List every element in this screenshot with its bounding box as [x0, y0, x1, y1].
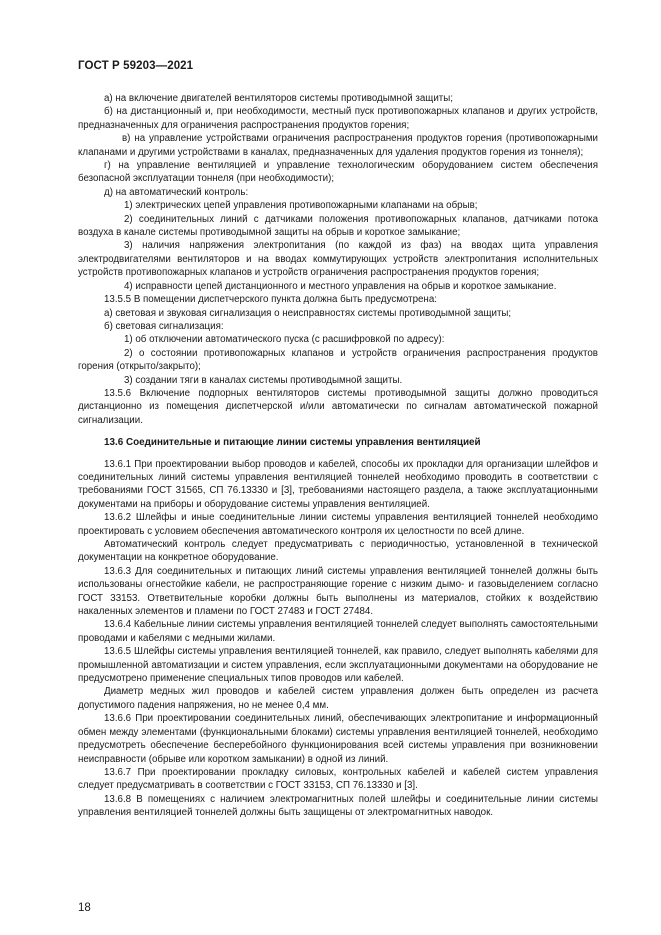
paragraph: б) световая сигнализация: [104, 320, 224, 332]
list-item: 3) наличия напряжения электропитания (по каждой из фаз) на вводах щита управления электродвигателями вентиляторов и на вводах коммутирующих устройств электропитания исполнительных устройств противопожарных клапанов и устройств ограничения распространения продуктов горения; [78, 240, 598, 279]
paragraph: 13.6.2 Шлейфы и иные соединительные линии системы управления вентиляцией тоннелей необходимо проектировать с условием обеспечения автоматического контроля их целостности по всей длине. [78, 512, 598, 537]
paragraph: 13.6.5 Шлейфы системы управления вентиляцией тоннелей, как правило, следует выполнять кабелями для промышленной автоматизации и систем управления, если эксплуатационными документами на оборудование не предусмотрено применение специальных типов проводов или кабелей. [78, 646, 598, 685]
standard-header: ГОСТ Р 59203—2021 [78, 60, 194, 72]
document-body [78, 92, 598, 820]
paragraph: в) на управление устройствами ограничения распространения продуктов горения (противопожарными клапанами и другими устройствами в каналах, предназначенных для удаления продуктов горения из тоннеля); [78, 133, 598, 158]
paragraph: 13.6.3 Для соединительных и питающих линий системы управления вентиляцией тоннелей должны быть использованы огнестойкие кабели, не распространяющие горение с низким дымо- и газовыделением согласно ГОСТ 33153. Ответвительные коробки должны быть выполнены из материалов, стойких к воздействию накаленных элементов и пламени по ГОСТ 27483 и ГОСТ 27484. [78, 565, 598, 618]
section-title: 13.6 Соединительные и питающие линии системы управления вентиляцией [104, 437, 481, 449]
list-item: 4) исправности цепей дистанционного и местного управления на обрыв и короткое замыкание. [124, 280, 557, 292]
paragraph: 13.6.7 При проектировании прокладку силовых, контрольных кабелей и кабелей систем управления следует предусматривать в соответствии с ГОСТ 33153, СП 76.13330 и [3]. [78, 766, 598, 792]
paragraph: а) световая и звуковая сигнализация о неисправностях системы противодымной защиты; [104, 307, 512, 319]
list-item: 3) создании тяги в каналах системы противодымной защиты. [124, 374, 403, 386]
paragraph: 13.6.1 При проектировании выбор проводов и кабелей, способы их прокладки для организации шлейфов и соединительных линий системы управления вентиляцией тоннелей необходимо проводить в соответствии с требованиями ГОСТ 31565, СП 76.13330 и [3], требованиями настоящего раздела, а также эксплуатационными документами на приборы и оборудование системы управления вентиляцией. [78, 458, 598, 510]
paragraph: б) на дистанционный и, при необходимости, местный пуск противопожарных клапанов и других устройств, предназначенных для ограничения распространения продуктов горения; [78, 106, 598, 131]
paragraph: 13.6.8 В помещениях с наличием электромагнитных полей шлейфы и соединительные линии системы управления вентиляцией тоннелей должны быть защищены от электромагнитных наводок. [78, 793, 598, 819]
list-item: 1) об отключении автоматического пуска (с расшифровкой по адресу): [124, 334, 445, 346]
paragraph: 13.6.4 Кабельные линии системы управления вентиляцией тоннелей следует выполнять самостоятельными проводами и кабелями с медными жилами. [78, 619, 598, 644]
paragraph: Автоматический контроль следует предусматривать с периодичностью, установленной в технической документации на конкретное оборудование. [78, 539, 598, 564]
paragraph: 13.5.5 В помещении диспетчерского пункта должна быть предусмотрена: [104, 294, 437, 306]
paragraph: 13.6.6 При проектировании соединительных линий, обеспечивающих электропитание и информационный обмен между элементами (функциональными блоками) системы управления вентиляцией тоннелей, необходимо предусмотреть обеспечение бесперебойного функционирования всей системы управления при возникновении неисправности (обрыве или коротком замыкании) в одной из линий. [78, 713, 598, 765]
list-item: 1) электрических цепей управления противопожарными клапанами на обрыв; [124, 200, 478, 212]
page-number: 18 [78, 902, 91, 914]
paragraph: 13.5.6 Включение подпорных вентиляторов системы противодымной защиты должно проводиться дистанционно из помещения диспетчерской и/или автоматически по сигналам автоматической пожарной сигнализации. [78, 387, 598, 426]
paragraph: г) на управление вентиляцией и управление технологическим оборудованием систем обеспечения безопасной эксплуатации тоннеля (при необходимости); [78, 160, 598, 185]
paragraph: д) на автоматический контроль: [104, 186, 249, 198]
paragraph: а) на включение двигателей вентиляторов системы противодымной защиты; [104, 93, 453, 104]
list-item: 2) соединительных линий с датчиками положения противопожарных клапанов, датчиками потока воздуха в канале системы противодымной защиты на обрыв и короткое замыкание; [78, 213, 598, 239]
list-item: 2) о состоянии противопожарных клапанов и устройств ограничения распространения продуктов горения (открыто/закрыто); [78, 347, 598, 373]
paragraph: Диаметр медных жил проводов и кабелей систем управления должен быть определен из расчета допустимого падения напряжения, но не менее 0,4 мм. [78, 686, 598, 711]
